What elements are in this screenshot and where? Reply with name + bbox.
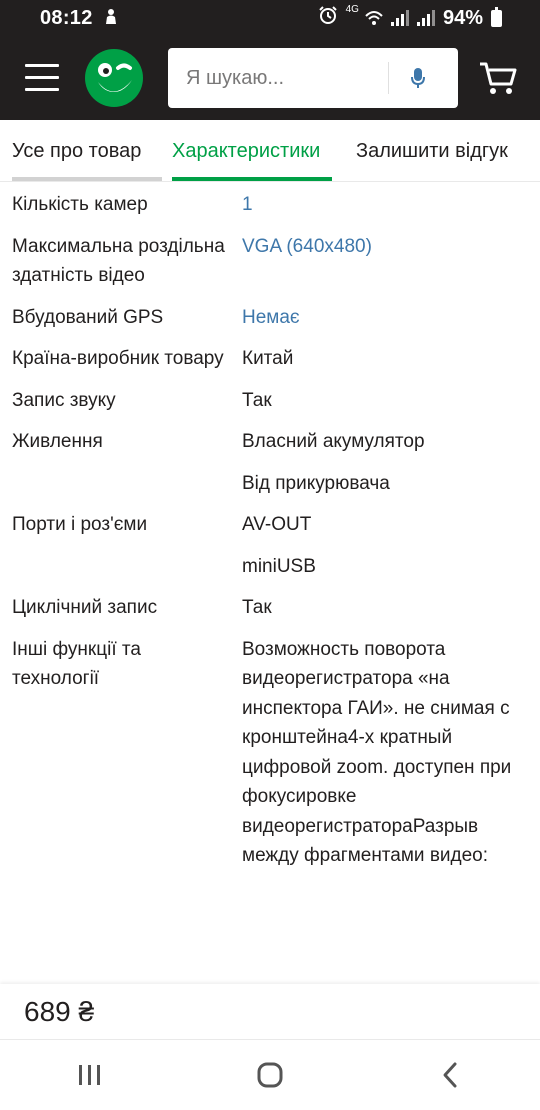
tab-characteristics[interactable] [172,120,332,181]
spec-label: Вбудований GPS [12,306,164,328]
spec-label: Циклічний запис [12,597,158,618]
spec-row [0,593,540,635]
spec-label: Інші функції та технології [12,638,141,689]
spec-label: Запис звуку [12,389,116,411]
spec-value: Так [242,389,272,411]
spec-value: Так [242,597,272,618]
tab-label: Залишити відгук [356,140,508,162]
spec-value: Власний акумулятор [242,431,425,452]
spec-value-link[interactable]: VGA (640x480) [242,235,372,257]
tab-label: Характеристики [172,140,321,162]
spec-row [0,303,540,345]
battery-icon [491,10,502,27]
notification-icon [103,7,119,30]
specs-list [0,190,540,883]
product-price: 689 ₴ [24,995,95,1027]
spec-label: Максимальна роздільна здатність відео [12,235,225,286]
spec-row [0,344,540,386]
spec-label: Порти і роз'єми [12,514,148,535]
spec-row [0,190,540,232]
tab-leave-review[interactable] [356,120,536,181]
tab-all-about-product[interactable] [12,120,162,181]
spec-row [0,510,540,593]
spec-row [0,427,540,510]
cart-icon[interactable] [478,58,518,98]
status-bar [0,0,540,36]
search-input[interactable] [168,48,388,108]
microphone-icon[interactable] [389,48,447,108]
spec-value: Возможность поворота видеорегистратора «на инспектора ГАИ». не снимая с кронштейна4-х кратный цифровой zoom. доступен при фокусировке видеорегистратораРазрыв между фрагментами видео: [242,638,512,866]
price-bar [0,984,540,1040]
home-icon[interactable] [230,1045,310,1105]
alarm-icon [318,5,338,31]
app-header [0,36,540,120]
network-type: 4G [345,4,359,15]
back-icon[interactable] [410,1045,490,1105]
spec-row [0,232,540,303]
spec-row [0,386,540,428]
spec-label: Кількість камер [12,194,148,215]
spec-value-link[interactable]: 1 [242,194,253,215]
tabs-fade [510,120,540,180]
search-box [168,48,458,108]
rozetka-logo-icon[interactable] [84,48,144,108]
product-tabs [0,120,540,182]
tab-label: Усе про товар [12,140,142,162]
signal-icon-1 [391,10,409,26]
spec-value-link[interactable]: Немає [242,306,300,328]
recent-apps-icon[interactable] [50,1045,130,1105]
spec-row [0,635,540,883]
spec-value: Від прикурювача [242,472,390,494]
battery-level: 94% [442,6,483,29]
system-nav-bar [0,1040,540,1110]
wifi-icon [365,10,383,26]
spec-value: miniUSB [242,555,316,577]
spec-label: Живлення [12,431,103,452]
signal-icon-2 [417,10,435,26]
menu-icon[interactable] [25,64,59,92]
spec-value: Китай [242,348,294,369]
status-time: 08:12 [40,6,93,29]
spec-value: AV-OUT [242,514,312,535]
spec-label: Країна-виробник товару [12,348,224,369]
